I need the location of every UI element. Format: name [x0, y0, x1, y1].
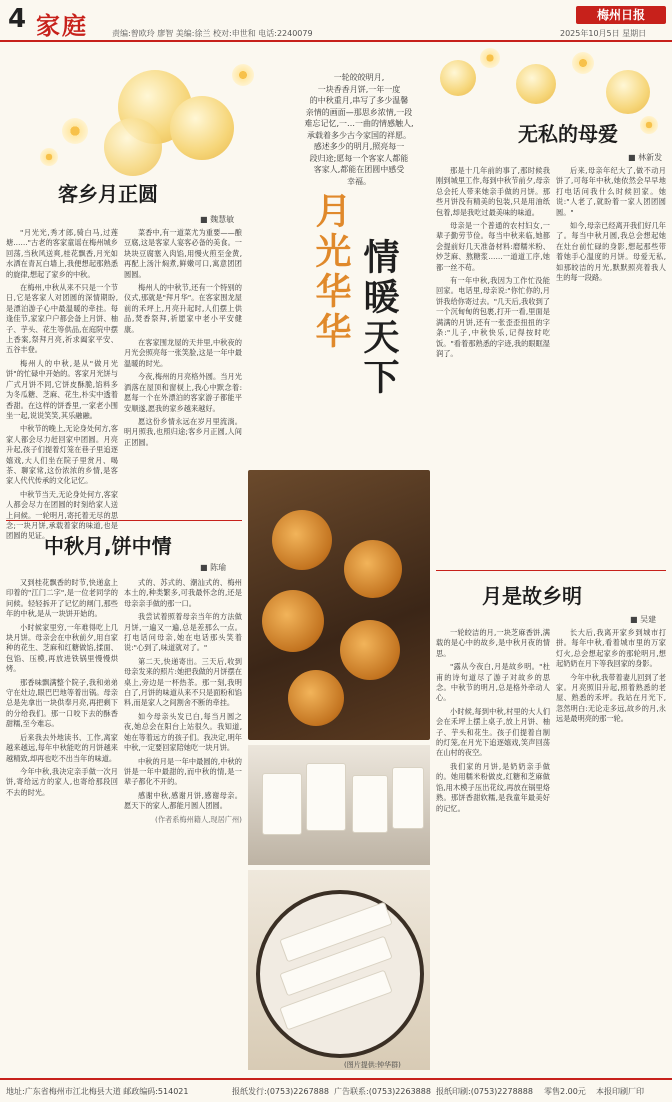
footer-price: 零售2.00元	[544, 1087, 586, 1096]
mooncake-icon	[272, 510, 332, 570]
poem-line: 幸福。	[347, 176, 371, 186]
article-body	[436, 628, 550, 1068]
sesame-cake-photo	[248, 870, 430, 1070]
footer-printing: 报纸印刷:(0753)2278888	[436, 1087, 533, 1096]
paragraph: "月光光,秀才郎,骑白马,过莲塘……"古老的客家童谣在梅州城乡回荡,当秋风送爽,桂花飘香,月光如水洒在青瓦白墙上,我便想起那熟悉的旋律,想起了家乡的中秋。	[6, 228, 118, 279]
article-body	[6, 578, 118, 1074]
article-byline: ■ 吴建	[630, 615, 657, 624]
paragraph: 感谢中秋,感谢月饼,感谢母亲。愿天下的家人,都能月圆人团圆。	[124, 790, 242, 811]
paragraph: 我尝试着照着母亲当年的方法做月饼,一遍又一遍,总是差那么一点。打电话问母亲,她在电话那头笑着说:"心到了,味道就对了。"	[124, 612, 242, 653]
poem-line: 段归途;愿每一个客家人都能	[309, 153, 409, 163]
feature-title-line2: 情暖天下	[358, 238, 400, 398]
paragraph: 愿这份乡情永远在岁月里流淌。明月照我,也照归途;客乡月正圆,人间正团圆。	[124, 416, 242, 447]
mooncake-icon	[262, 590, 324, 652]
paragraph: 梅州人的中秋,是从"做月光饼"的忙碌中开始的。客家月光饼与广式月饼不同,它饼皮酥脆,馅料多为冬瓜糖、芝麻、花生,朴实中透着香甜。在这样的饼香里,一家老小围坐一起,说说笑笑,其乐融融。	[6, 358, 118, 420]
moon-decoration-icon	[606, 70, 650, 114]
divider	[436, 570, 666, 571]
footer-ads: 广告联系:(0753)2263888	[334, 1087, 431, 1096]
paragraph: 今年中秋,我决定亲手做一次月饼,寄给远方的家人,也寄给那段回不去的时光。	[6, 766, 118, 797]
moon-decoration-icon	[170, 96, 234, 160]
article-body	[556, 166, 666, 562]
paragraph: 今年中秋,我带着妻儿回到了老家。月亮照旧升起,照着熟悉的老屋、熟悉的禾坪。我站在月光下,忽然明白:无论走多远,故乡的月,永远是最明亮的那一轮。	[556, 672, 666, 724]
paragraph: 那香味飘满整个院子,我和弟弟守在灶边,眼巴巴地等着出锅。母亲总是先拿出一块供奉月亮,再把剩下的分给我们。那一口咬下去的酥香甜糯,至今难忘。	[6, 677, 118, 729]
issue-date: 2025年10月5日 星期日	[560, 29, 647, 38]
moon-decoration-icon	[440, 60, 476, 96]
section-title: 家庭	[36, 12, 88, 40]
poem-line: 客家人,都能在团圆中感受	[313, 165, 405, 174]
paragraph: 母亲是一个普通的农村妇女,一辈子勤劳节俭。每当中秋来临,她都会提前好几天准备材料:磨糯米粉、炒芝麻、熬糖浆……一道道工序,她都一丝不苟。	[436, 221, 550, 272]
poem-line: 一块香香月饼,一年一度	[317, 84, 401, 94]
osmanthus-icon	[572, 52, 594, 74]
article-byline: ■ 陈瑜	[200, 563, 227, 572]
paragraph: 式的、苏式的、潮汕式的、梅州本土的,种类繁多,可我最怀念的,还是母亲亲手做的那一口。	[124, 578, 242, 608]
mooncake-icon	[344, 540, 402, 598]
osmanthus-icon	[62, 118, 88, 144]
article-body	[436, 166, 550, 562]
feature-title-line1: 月光华华	[310, 192, 352, 352]
paragraph: 那是十几年前的事了,那时候我刚到城里工作,每到中秋节前夕,母亲总会托人带来她亲手做的月饼。那些月饼没有精美的包装,只是用油纸包着,却是我吃过最美味的味道。	[436, 166, 550, 217]
footer-printer: 本报印刷厂印	[596, 1087, 644, 1096]
paragraph: 有一年中秋,我因为工作忙没能回家。电话里,母亲说:"你忙你的,月饼我给你寄过去。"几天后,我收到了一个沉甸甸的包裹,打开一看,里面是满满的月饼,还有一张歪歪扭扭的字条:"儿子,中秋快乐,记得按时吃饭。"看着那熟悉的字迹,我的眼眶湿润了。	[436, 276, 550, 358]
paragraph: 在客家围龙屋的天井里,中秋夜的月光会照亮每一张笑脸,这是一年中最温暖的时光。	[124, 338, 242, 368]
photo-caption: (图片提供:钟华群)	[344, 1061, 401, 1069]
osmanthus-icon	[640, 116, 658, 134]
poem-line: 亲情的画面—那思乡浓情,一段	[305, 107, 413, 117]
rice-cake-icon	[352, 775, 388, 833]
mooncake-photo	[248, 470, 430, 740]
footer-address: 地址:广东省梅州市江北梅县大道 邮政编码:514021	[6, 1087, 189, 1096]
mooncake-icon	[340, 620, 400, 680]
page-number: 4	[8, 4, 27, 34]
article-title: 客乡月正圆	[58, 182, 158, 206]
rice-cake-icon	[262, 773, 302, 835]
paragraph: 如今,母亲已经离开我们好几年了。每当中秋月圆,我总会想起她在灶台前忙碌的身影,想起那些带着她手心温度的月饼。母爱无私,如那皎洁的月光,默默照亮着我人生的每一段路。	[556, 221, 666, 283]
poem-line: 难忘记忆,一…一曲的情感触人,	[304, 119, 414, 128]
article-body	[556, 628, 666, 1068]
paragraph: 后来,母亲年纪大了,做不动月饼了,可每年中秋,她依然会早早地打电话问我什么时候回家。她说:"人老了,就盼着一家人团团圆圆。"	[556, 166, 666, 217]
paragraph: 菜香中,有一道菜尤为重要——酿豆腐,这是客家人宴客必备的美食。一块块豆腐塞入肉馅,用慢火煎至金黄,再配上汤汁焖煮,鲜嫩可口,寓意团团圆圆。	[124, 228, 242, 279]
poem-line: 感述多少的明月,照亮每一	[313, 142, 405, 151]
rice-cake-icon	[392, 767, 424, 829]
paragraph: 在梅州,中秋从来不只是一个节日,它是客家人对团圆的深情期盼,是漂泊游子心中最温暖的牵挂。每逢佳节,家家户户都会备上月饼、柚子、芋头、花生等供品,在庭院中摆上香案,祭拜月亮,祈求阖家平安、五谷丰登。	[6, 283, 118, 355]
paragraph: 第二天,快递寄出。三天后,收到母亲发来的照片:她把我做的月饼摆在桌上,旁边是一杯热茶。那一刻,我明白了,月饼的味道从来不只是面粉和馅料,而是家人之间割舍不断的牵挂。	[124, 656, 242, 708]
paragraph: 一轮皎洁的月,一块芝麻香饼,满载的是心中的故乡,是中秋月夜的情思。	[436, 628, 550, 658]
paragraph: 中秋节的晚上,无论身处何方,客家人都会尽力赶回家中团圆。月亮升起,孩子们提着灯笼在巷子里追逐嬉戏,大人们坐在院子里赏月、喝茶、聊家常,这份浓浓的乡情,是客家人代代传承的文化记忆。	[6, 424, 119, 486]
divider	[6, 520, 242, 521]
intro-poem	[300, 72, 418, 187]
paragraph: 又到桂花飘香的时节,快递盒上印着的"江门二字",是一位老同学的问候。轻轻拆开了记忆的闸门,那些年的中秋,是从一块饼开始的。	[6, 578, 118, 619]
article-byline: ■ 魏慧敏	[200, 215, 235, 224]
editor-credits: 责编:曾欧玲 廖智 美编:徐兰 校对:申世和 电话:2240079	[112, 29, 313, 38]
article-body	[124, 578, 242, 1074]
article-title: 无私的母爱	[518, 122, 618, 146]
poem-line: 的中秋重月,串写了多少温馨	[309, 96, 409, 105]
article-body	[124, 228, 242, 514]
paragraph: 如今母亲头发已白,每当月圆之夜,她总会在阳台上站很久。我知道,她在等着远方的孩子们。我决定,明年中秋,一定要回家陪她吃一块月饼。	[124, 711, 242, 753]
osmanthus-icon	[480, 48, 500, 68]
moon-decoration-icon	[104, 118, 162, 176]
paragraph: 小时候,每到中秋,村里的大人们会在禾坪上摆上桌子,放上月饼、柚子、芋头和花生。孩子们提着自制的灯笼,在月光下追逐嬉戏,笑声回荡在山村的夜空。	[436, 706, 550, 758]
paragraph: 长大后,我离开家乡到城市打拼。每年中秋,看着城市里的万家灯火,总会想起家乡的那轮明月,想起奶奶在月下等我回家的身影。	[556, 628, 666, 669]
article-title: 月是故乡明	[482, 584, 582, 608]
osmanthus-icon	[40, 148, 58, 166]
paragraph: 我们家的月饼,是奶奶亲手做的。她用糯米粉做皮,红糖和芝麻做馅,用木模子压出花纹,再放在锅里烙熟。那饼香甜软糯,是我童年最美好的记忆。	[436, 761, 550, 813]
poem-line: 承载着多少古今家国的祥愿。	[307, 130, 411, 140]
mooncake-icon	[288, 670, 344, 726]
rice-cake-photo	[248, 745, 430, 865]
page-header	[0, 0, 672, 42]
author-note: (作者系梅州籍人,现居广州)	[155, 814, 242, 824]
paragraph: 梅州人的中秋节,还有一个特别的仪式,那就是"拜月华"。在客家围龙屋前的禾坪上,月亮升起时,人们摆上供品,焚香祭拜,祈愿家中老小平安健康。	[124, 283, 242, 334]
moon-decoration-icon	[516, 64, 556, 104]
article-title: 中秋月,饼中情	[44, 534, 172, 558]
article-byline: ■ 林新发	[628, 153, 663, 162]
paragraph: 今夜,梅州的月亮格外圆。当月光洒落在屋顶和窗棂上,我心中默念着:愿每一个在外漂泊的客家游子都能平安顺遂,愿我的家乡越来越好。	[124, 372, 242, 413]
paragraph: 中秋的月是一年中最圆的,中秋的饼是一年中最甜的,而中秋的情,是一辈子都化不开的。	[124, 756, 242, 787]
paragraph: 中秋节当天,无论身处何方,客家人都会尽力在团圆的时刻给家人送上问候。一轮明月,寄托着无尽的思念;一块月饼,承载着家的味道,也是团圆的见证。	[6, 489, 119, 541]
paragraph: "露从今夜白,月是故乡明。"杜甫的诗句道尽了游子对故乡的思念。中秋节的明月,总是格外牵动人心。	[436, 662, 550, 703]
rice-cake-icon	[306, 763, 346, 831]
paragraph: 小时候家里穷,一年难得吃上几块月饼。母亲会在中秋前夕,用自家种的花生、芝麻和红糖做馅,揉面、包馅、压模,再放进铁锅里慢慢烘烤。	[6, 622, 118, 674]
article1-col1	[6, 228, 118, 514]
paragraph: 后来我去外地读书、工作,离家越来越远,每年中秋能吃的月饼越来越精致,却再也吃不出当年的味道。	[6, 732, 118, 763]
page-footer	[0, 1078, 672, 1102]
osmanthus-icon	[232, 64, 254, 86]
poem-line: 一轮皎皎明月,	[333, 73, 385, 82]
newspaper-logo: 梅州日报	[576, 6, 666, 24]
footer-distribution: 报纸发行:(0753)2267888	[232, 1087, 329, 1096]
